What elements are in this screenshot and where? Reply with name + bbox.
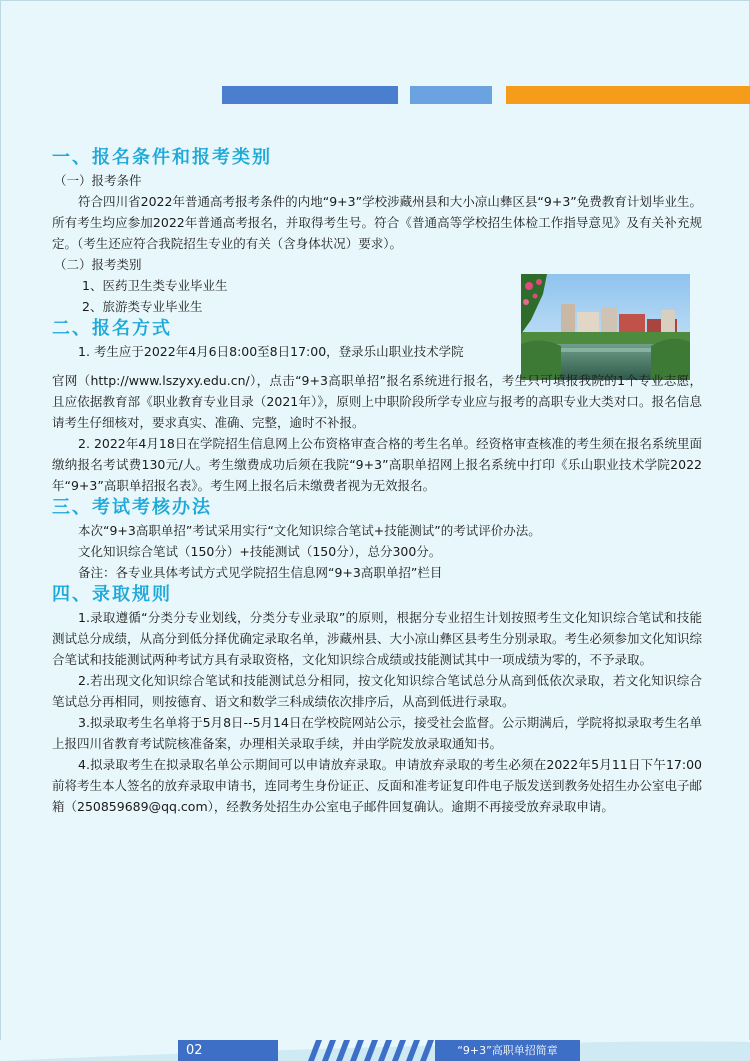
section-1-sub-2: （二）报考类别 <box>54 257 142 272</box>
footer-stripes <box>298 1040 438 1061</box>
main-content <box>52 146 702 817</box>
section-2-paragraph-2: 2. 2022年4月18日在学院招生信息网上公布资格审查合格的考生名单。经资格审查核准的考生须在报名系统里面缴纳报名考试费130元/人。考生缴费成功后须在我院“9+3”高职单招网上报名系统中打印《乐山职业技术学院2022年“9+3”高职单招报名表》。考生网上报名后未缴费者视为无效报名。 <box>52 436 702 493</box>
header-bar-orange <box>506 86 750 104</box>
section-1-paragraph: 符合四川省2022年普通高考报考条件的内地“9+3”学校涉藏州县和大小凉山彝区县“9+3”免费教育计划毕业生。所有考生均应参加2022年普通高考报名，并取得考生号。符合《普通高等学校招生体检工作指导意见》及有关补充规定。（考生还应符合我院招生专业的有关（含身体状况）要求）。 <box>52 194 702 251</box>
section-2-paragraph-1-start: 1. 考生应于2022年4月6日8:00至8日17:00，登录乐山职业技术学院 <box>78 344 464 359</box>
section-3-line-2: 文化知识综合笔试（150分）+技能测试（150分），总分300分。 <box>78 544 442 559</box>
category-item-1: 1、医药卫生类专业毕业生 <box>82 278 228 293</box>
section-3-heading: 三、考试考核办法 <box>52 497 212 518</box>
section-3-line-3: 备注：各专业具体考试方式见学院招生信息网“9+3高职单招”栏目 <box>78 565 443 580</box>
section-2-paragraph-1-cont: 官网（http://www.lszyxy.edu.cn/），点击“9+3高职单招”报名系统进行报名，考生只可填报我院的1个专业志愿，且应依据教育部《职业教育专业目录（2021年）》，原则上中职阶段所学专业应与报考的高职专业大类对口。报名信息请考生仔细核对，要求真实、准确、完整，逾时不补报。 <box>52 373 702 430</box>
header-bar-light-blue <box>410 86 492 104</box>
section-2-heading: 二、报名方式 <box>52 318 172 339</box>
category-item-2: 2、旅游类专业毕业生 <box>82 299 203 314</box>
page-number: 02 <box>178 1040 278 1061</box>
section-3-line-1: 本次“9+3高职单招”考试采用实行“文化知识综合笔试+技能测试”的考试评价办法。 <box>78 523 541 538</box>
section-4-paragraph-3: 3.拟录取考生名单将于5月8日--5月14日在学校院网站公示，接受社会监督。公示期满后，学院将拟录取考生名单上报四川省教育考试院核准备案，办理相关录取手续，并由学院发放录取通知书。 <box>52 715 702 751</box>
section-4-paragraph-2: 2.若出现文化知识综合笔试和技能测试总分相同，按文化知识综合笔试总分从高到低依次录取，若文化知识综合笔试总分再相同，则按德育、语文和数学三科成绩依次排序后，从高到低进行录取。 <box>52 673 702 709</box>
section-1-heading: 一、报名条件和报考类别 <box>52 147 272 168</box>
section-4-heading: 四、录取规则 <box>52 584 172 605</box>
footer-brand-title: “9+3”高职单招简章 <box>435 1040 580 1061</box>
section-1-sub-1: （一）报考条件 <box>54 173 142 188</box>
section-4-paragraph-4: 4.拟录取考生在拟录取名单公示期间可以申请放弃录取。申请放弃录取的考生必须在2022年5月11日下午17:00前将考生本人签名的放弃录取申请书，连同考生身份证正、反面和准考证复印件电子版发送到教务处招生办公室电子邮箱（250859689@qq.com），经教务处招生办公室电子邮件回复确认。逾期不再接受放弃录取申请。 <box>52 757 703 814</box>
header-bar-blue <box>222 86 398 104</box>
section-4-paragraph-1: 1.录取遵循“分类分专业划线，分类分专业录取”的原则，根据分专业招生计划按照考生文化知识综合笔试和技能测试总分成绩，从高分到低分择优确定录取名单，涉藏州县、大小凉山彝区县考生分别录取。考生必须参加文化知识综合笔试和技能测试两种考试方具有录取资格，文化知识综合成绩或技能测试其中一项成绩为零的，不予录取。 <box>52 610 703 667</box>
